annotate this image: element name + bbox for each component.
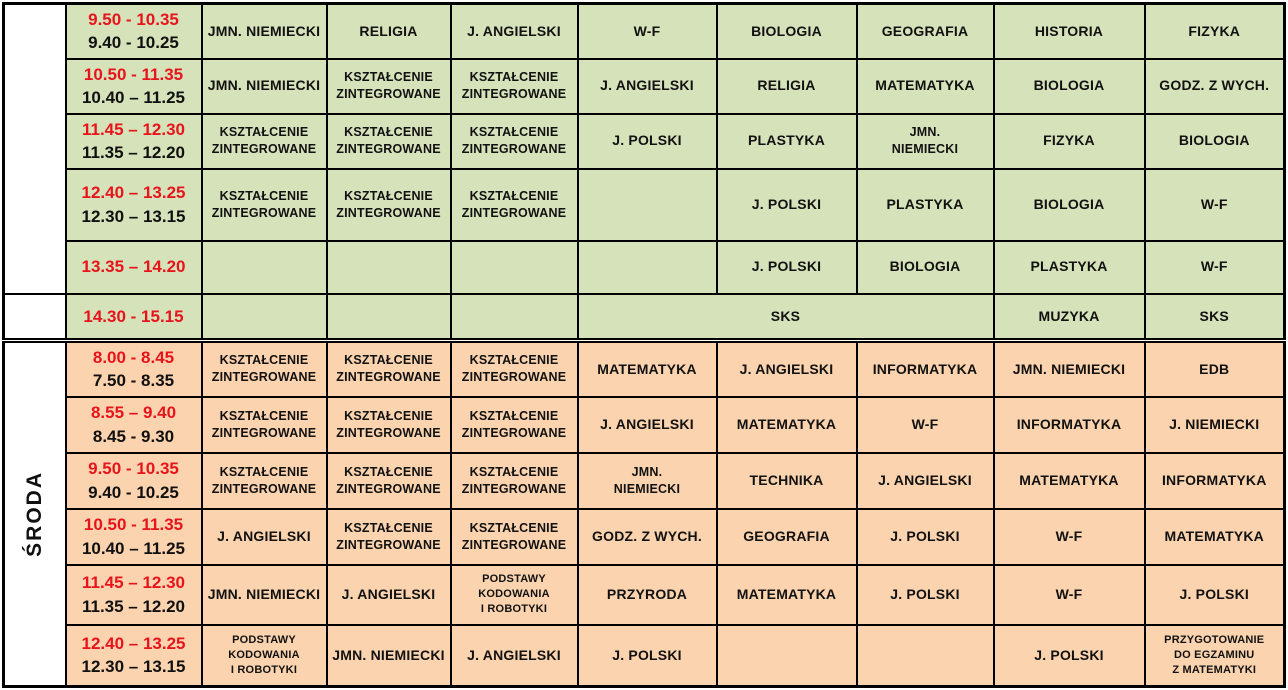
lesson-cell	[857, 169, 994, 241]
lesson-text: W-F	[1055, 585, 1083, 602]
lesson-text: ZINTEGROWANE	[461, 425, 567, 440]
lesson-text: J. POLSKI	[751, 195, 822, 212]
lesson-text: J. POLSKI	[890, 585, 960, 602]
lesson-text: JMN. NIEMIECKI	[207, 77, 321, 94]
lesson-cell	[451, 397, 578, 453]
lesson-text: J. POLSKI	[612, 646, 682, 663]
empty-cell	[202, 241, 327, 294]
lesson-text: KSZTAŁCENIE	[469, 70, 559, 85]
lesson-text: I ROBOTYKI	[230, 663, 298, 676]
lesson-cell	[717, 241, 857, 294]
lesson-cell	[578, 397, 717, 453]
lesson-cell	[857, 397, 994, 453]
day-label-cell	[4, 341, 66, 687]
lesson-cell	[994, 114, 1145, 169]
lesson-text: J. ANGIELSKI	[878, 471, 972, 488]
time-secondary: 10.40 – 11.25	[81, 88, 186, 107]
lesson-text: KSZTAŁCENIE	[219, 188, 309, 203]
time-slot-cell	[66, 169, 202, 241]
lesson-cell	[717, 509, 857, 565]
timetable-body	[4, 4, 1285, 687]
lesson-text: MATEMATYKA	[736, 585, 837, 602]
lesson-cell	[202, 114, 327, 169]
lesson-text: J. POLSKI	[751, 258, 822, 275]
lesson-cell	[1145, 169, 1285, 241]
lesson-text: BIOLOGIA	[1033, 195, 1105, 212]
time-slot-cell	[66, 565, 202, 625]
lesson-text: ZINTEGROWANE	[211, 425, 317, 440]
time-primary: 9.50 - 10.35	[88, 9, 179, 29]
lesson-cell	[578, 59, 717, 114]
lesson-cell	[994, 169, 1145, 241]
lesson-text: INFORMATYKA	[872, 360, 978, 377]
lesson-text: J. ANGIELSKI	[600, 77, 694, 94]
time-secondary: 10.40 – 11.25	[81, 538, 186, 558]
lesson-text: KSZTAŁCENIE	[344, 408, 433, 423]
time-slot-cell	[66, 4, 202, 59]
time-primary: 9.50 - 10.35	[88, 459, 179, 479]
timetable	[2, 2, 1286, 688]
empty-cell	[451, 294, 578, 341]
lesson-text: MATEMATYKA	[1019, 471, 1119, 488]
lesson-cell	[327, 59, 451, 114]
lesson-text: ZINTEGROWANE	[461, 205, 567, 220]
day-spacer-cell	[4, 4, 66, 294]
time-primary: 12.40 – 13.25	[81, 183, 186, 203]
lesson-cell	[202, 397, 327, 453]
lesson-text: J. POLSKI	[890, 527, 960, 544]
empty-cell	[202, 294, 327, 341]
empty-cell	[327, 241, 451, 294]
time-primary: 8.00 - 8.45	[92, 347, 175, 367]
time-slot-cell	[66, 453, 202, 509]
time-primary: 12.40 – 13.25	[81, 633, 186, 653]
lesson-text: ZINTEGROWANE	[211, 205, 317, 220]
lesson-cell	[717, 59, 857, 114]
lesson-text: W-F	[633, 22, 661, 39]
lesson-cell	[451, 341, 578, 397]
lesson-cell	[451, 625, 578, 687]
time-secondary: 12.30 – 13.15	[81, 657, 186, 677]
time-primary: 11.45 – 12.30	[81, 573, 186, 593]
lesson-text: JMN. NIEMIECKI	[332, 646, 445, 663]
lesson-cell	[451, 509, 578, 565]
lesson-cell	[578, 114, 717, 169]
day-label: ŚRODA	[22, 471, 46, 557]
lesson-text: SKS	[1199, 307, 1229, 324]
lesson-text: INFORMATYKA	[1161, 471, 1267, 488]
lesson-text: KODOWANIA	[478, 588, 550, 601]
lesson-text: KSZTAŁCENIE	[344, 188, 433, 203]
lesson-text: RELIGIA	[359, 22, 418, 39]
lesson-text: NIEMIECKI	[613, 481, 681, 496]
lesson-cell	[451, 453, 578, 509]
lesson-text: MUZYKA	[1038, 307, 1100, 324]
lesson-text: J. ANGIELSKI	[341, 585, 436, 602]
lesson-cell	[1145, 114, 1285, 169]
time-primary: 11.45 – 12.30	[81, 119, 186, 139]
lesson-cell	[994, 341, 1145, 397]
time-secondary: 12.30 – 13.15	[81, 206, 186, 226]
lesson-cell	[327, 169, 451, 241]
lesson-text: JMN. NIEMIECKI	[207, 585, 321, 602]
lesson-text: DO EGZAMINU	[1174, 648, 1255, 661]
time-slot-cell	[66, 341, 202, 397]
lesson-text: MATEMATYKA	[875, 77, 975, 94]
lesson-text: FIZYKA	[1043, 132, 1095, 149]
lesson-cell	[1145, 397, 1285, 453]
lesson-text: ZINTEGROWANE	[336, 481, 441, 496]
lesson-cell	[202, 625, 327, 687]
lesson-cell	[717, 169, 857, 241]
lesson-text: FIZYKA	[1188, 22, 1241, 39]
lesson-cell	[202, 453, 327, 509]
lesson-text: PLASTYKA	[1030, 258, 1108, 275]
time-secondary: 8.45 - 9.30	[92, 426, 175, 446]
lesson-text: MATEMATYKA	[597, 360, 697, 377]
lesson-cell	[994, 294, 1145, 341]
lesson-text: KSZTAŁCENIE	[469, 520, 559, 535]
lesson-cell	[717, 341, 857, 397]
time-primary: 8.55 – 9.40	[90, 403, 177, 423]
lesson-cell	[327, 4, 451, 59]
lesson-cell	[1145, 453, 1285, 509]
lesson-cell	[1145, 294, 1285, 341]
time-secondary: 9.40 - 10.25	[88, 33, 179, 53]
lesson-cell	[717, 114, 857, 169]
lesson-cell	[202, 59, 327, 114]
lesson-cell	[994, 625, 1145, 687]
empty-cell	[857, 625, 994, 687]
lesson-cell	[1145, 241, 1285, 294]
lesson-cell	[327, 114, 451, 169]
time-primary: 10.50 - 11.35	[83, 515, 184, 535]
lesson-text: MATEMATYKA	[1164, 527, 1264, 544]
lesson-text: W-F	[1055, 527, 1083, 544]
lesson-text: BIOLOGIA	[751, 22, 822, 39]
time-secondary: 7.50 - 8.35	[92, 371, 175, 391]
lesson-text: KSZTAŁCENIE	[219, 408, 309, 423]
lesson-text: KSZTAŁCENIE	[469, 408, 559, 423]
lesson-cell	[578, 341, 717, 397]
lesson-text: BIOLOGIA	[1033, 77, 1105, 94]
lesson-text: PLASTYKA	[747, 132, 826, 149]
lesson-cell	[202, 4, 327, 59]
time-secondary: 11.35 – 12.20	[81, 143, 186, 162]
lesson-cell	[202, 169, 327, 241]
lesson-text: KSZTAŁCENIE	[219, 464, 309, 479]
lesson-cell	[1145, 59, 1285, 114]
lesson-text: J. ANGIELSKI	[739, 360, 834, 377]
lesson-cell	[717, 565, 857, 625]
lesson-text: KSZTAŁCENIE	[469, 125, 559, 140]
empty-cell	[451, 241, 578, 294]
lesson-text: KSZTAŁCENIE	[469, 188, 559, 203]
lesson-cell	[578, 625, 717, 687]
lesson-cell	[1145, 509, 1285, 565]
lesson-text: ZINTEGROWANE	[211, 142, 317, 156]
lesson-text: JMN.	[631, 464, 663, 479]
lesson-cell	[451, 59, 578, 114]
lesson-text: KSZTAŁCENIE	[469, 464, 559, 479]
lesson-text: HISTORIA	[1034, 22, 1104, 39]
lesson-cell	[994, 453, 1145, 509]
lesson-cell	[857, 565, 994, 625]
lesson-cell	[202, 341, 327, 397]
lesson-cell	[994, 397, 1145, 453]
lesson-cell	[717, 453, 857, 509]
lesson-text: GEOGRAFIA	[881, 22, 969, 39]
lesson-cell	[717, 397, 857, 453]
lesson-cell	[994, 59, 1145, 114]
lesson-cell	[578, 294, 994, 341]
lesson-text: PRZYRODA	[606, 585, 688, 602]
lesson-text: GODZ. Z WYCH.	[1159, 77, 1270, 94]
lesson-cell	[327, 625, 451, 687]
empty-cell	[327, 294, 451, 341]
lesson-cell	[327, 397, 451, 453]
lesson-cell	[578, 565, 717, 625]
lesson-cell	[578, 453, 717, 509]
lesson-text: EDB	[1199, 360, 1230, 377]
lesson-text: KSZTAŁCENIE	[344, 520, 433, 535]
lesson-cell	[1145, 565, 1285, 625]
lesson-text: ZINTEGROWANE	[461, 87, 567, 101]
lesson-text: ZINTEGROWANE	[336, 370, 441, 385]
time-slot-cell	[66, 397, 202, 453]
lesson-text: KODOWANIA	[228, 648, 300, 661]
lesson-cell	[857, 59, 994, 114]
lesson-text: J. POLSKI	[1034, 646, 1104, 663]
lesson-cell	[327, 509, 451, 565]
lesson-cell	[857, 241, 994, 294]
lesson-text: ZINTEGROWANE	[336, 425, 441, 440]
lesson-text: ZINTEGROWANE	[336, 205, 441, 220]
time-secondary: 11.35 – 12.20	[81, 596, 186, 616]
lesson-text: J. NIEMIECKI	[1169, 415, 1260, 432]
lesson-text: ZINTEGROWANE	[461, 481, 567, 496]
day-spacer-cell	[4, 294, 66, 341]
time-slot-cell	[66, 59, 202, 114]
time-slot-cell	[66, 509, 202, 565]
lesson-text: J. ANGIELSKI	[217, 527, 311, 544]
lesson-text: PRZYGOTOWANIE	[1164, 633, 1265, 646]
lesson-text: GODZ. Z WYCH.	[592, 527, 702, 544]
lesson-text: KSZTAŁCENIE	[344, 125, 433, 140]
time-slot-cell	[66, 625, 202, 687]
lesson-cell	[578, 4, 717, 59]
lesson-text: W-F	[1200, 195, 1228, 212]
lesson-text: J. ANGIELSKI	[467, 646, 561, 663]
lesson-cell	[327, 565, 451, 625]
lesson-text: Z MATEMATYKI	[1172, 663, 1257, 676]
lesson-text: JMN. NIEMIECKI	[1012, 360, 1126, 377]
lesson-cell	[717, 4, 857, 59]
lesson-text: GEOGRAFIA	[743, 527, 830, 544]
time-slot-cell	[66, 114, 202, 169]
lesson-cell	[451, 114, 578, 169]
lesson-text: RELIGIA	[757, 77, 816, 94]
lesson-text: NIEMIECKI	[891, 142, 959, 156]
lesson-cell	[202, 565, 327, 625]
lesson-text: ZINTEGROWANE	[461, 537, 567, 552]
lesson-text: J. POLSKI	[612, 132, 682, 149]
empty-cell	[717, 625, 857, 687]
lesson-text: KSZTAŁCENIE	[219, 125, 309, 140]
time-slot-cell	[66, 241, 202, 294]
time-secondary: 9.40 - 10.25	[88, 482, 179, 502]
lesson-text: KSZTAŁCENIE	[344, 353, 433, 368]
lesson-cell	[327, 341, 451, 397]
lesson-cell	[994, 509, 1145, 565]
lesson-text: SKS	[770, 307, 801, 324]
lesson-text: INFORMATYKA	[1016, 415, 1122, 432]
lesson-text: KSZTAŁCENIE	[219, 353, 309, 368]
lesson-text: ZINTEGROWANE	[461, 370, 567, 385]
lesson-text: ZINTEGROWANE	[461, 142, 567, 156]
lesson-cell	[857, 453, 994, 509]
lesson-cell	[994, 565, 1145, 625]
lesson-cell	[327, 453, 451, 509]
lesson-text: ZINTEGROWANE	[336, 537, 441, 552]
lesson-text: TECHNIKA	[749, 471, 824, 488]
time-primary: 14.30 - 15.15	[83, 306, 184, 326]
time-primary: 10.50 - 11.35	[83, 64, 184, 84]
time-slot-cell	[66, 294, 202, 341]
lesson-text: ZINTEGROWANE	[336, 87, 441, 101]
lesson-cell	[857, 509, 994, 565]
lesson-cell	[857, 114, 994, 169]
empty-cell	[578, 169, 717, 241]
lesson-text: PODSTAWY	[232, 633, 296, 646]
lesson-text: KSZTAŁCENIE	[469, 353, 559, 368]
lesson-text: ZINTEGROWANE	[211, 370, 317, 385]
lesson-cell	[994, 4, 1145, 59]
lesson-cell	[451, 565, 578, 625]
lesson-cell	[857, 4, 994, 59]
lesson-cell	[578, 509, 717, 565]
lesson-cell	[451, 4, 578, 59]
lesson-text: JMN.	[909, 125, 941, 140]
lesson-text: MATEMATYKA	[736, 415, 837, 432]
empty-cell	[578, 241, 717, 294]
lesson-text: JMN. NIEMIECKI	[207, 22, 321, 39]
lesson-text: KSZTAŁCENIE	[344, 464, 433, 479]
time-primary: 13.35 – 14.20	[81, 257, 186, 277]
lesson-text: I ROBOTYKI	[480, 602, 548, 615]
lesson-text: BIOLOGIA	[1178, 132, 1250, 149]
lesson-cell	[451, 169, 578, 241]
lesson-cell	[857, 341, 994, 397]
lesson-text: ZINTEGROWANE	[211, 481, 317, 496]
lesson-text: PLASTYKA	[886, 195, 964, 212]
lesson-text: BIOLOGIA	[889, 258, 961, 275]
lesson-cell	[1145, 341, 1285, 397]
lesson-cell	[202, 509, 327, 565]
lesson-text: W-F	[1200, 258, 1228, 275]
lesson-cell	[1145, 625, 1285, 687]
lesson-text: KSZTAŁCENIE	[344, 70, 433, 85]
lesson-cell	[994, 241, 1145, 294]
lesson-text: PODSTAWY	[482, 573, 546, 586]
lesson-text: J. POLSKI	[1179, 585, 1249, 602]
lesson-text: J. ANGIELSKI	[467, 22, 561, 39]
lesson-text: J. ANGIELSKI	[600, 415, 694, 432]
lesson-cell	[1145, 4, 1285, 59]
lesson-text: W-F	[911, 415, 939, 432]
lesson-text: ZINTEGROWANE	[336, 142, 441, 156]
